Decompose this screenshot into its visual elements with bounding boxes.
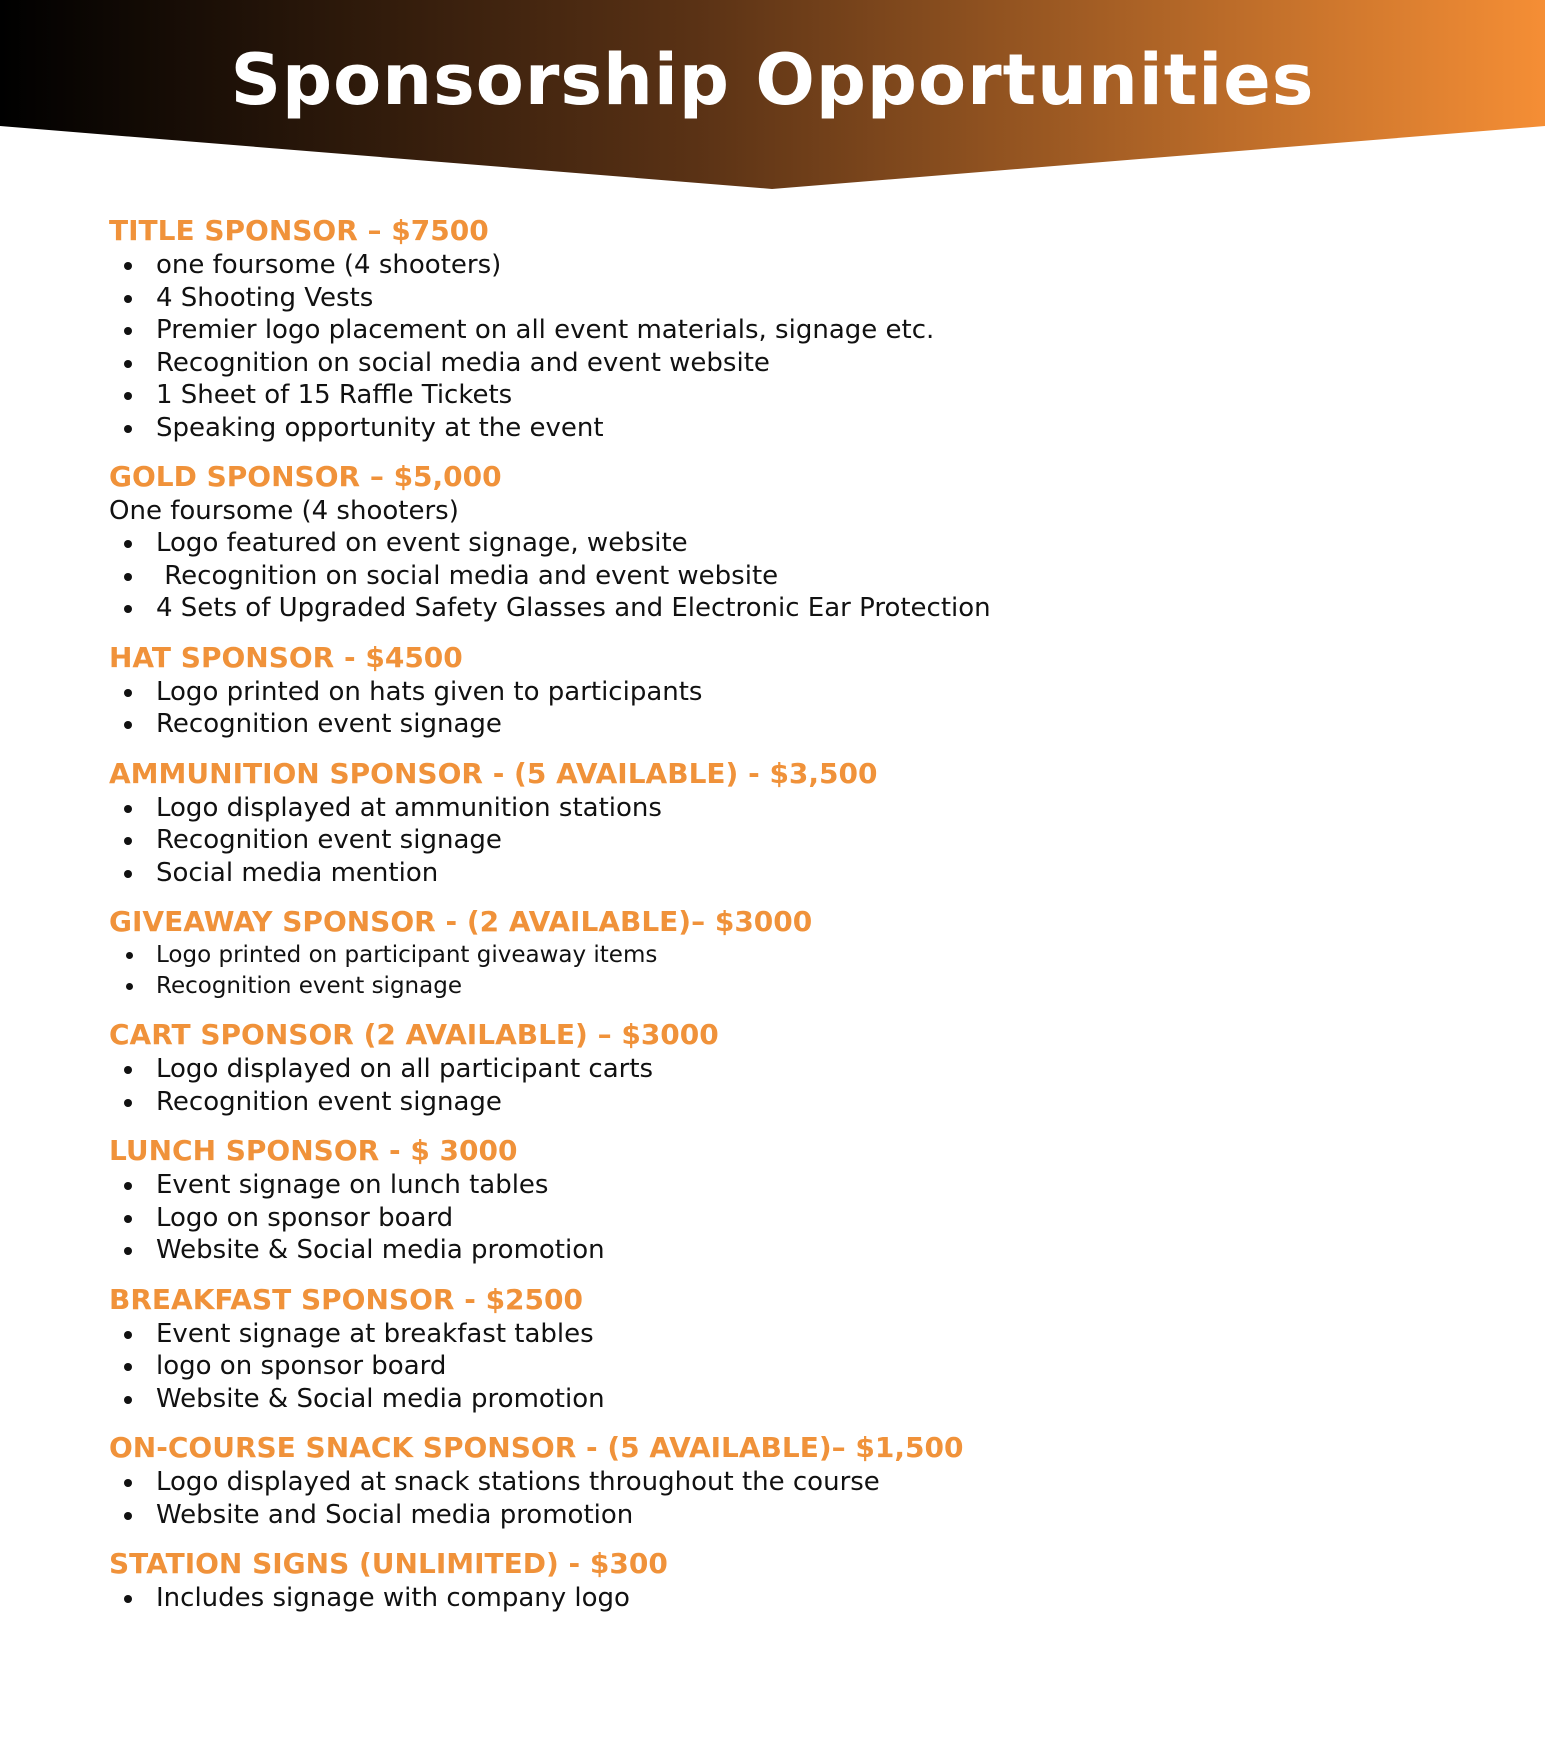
benefit-list [109, 1466, 1489, 1531]
list-item: 4 Sets of Upgraded Safety Glasses and Electronic Ear Protection [156, 592, 1489, 625]
list-item: Logo displayed at snack stations throughout the course [156, 1466, 1489, 1499]
benefit-list [109, 249, 1489, 444]
list-item: Event signage at breakfast tables [156, 1318, 1489, 1351]
section-heading: GIVEAWAY SPONSOR - (2 AVAILABLE)– $3000 [109, 905, 813, 938]
section-giveaway-sponsor [109, 904, 1489, 1002]
list-item: Recognition event signage [156, 708, 1489, 741]
section-heading: STATION SIGNS (UNLIMITED) - $300 [109, 1547, 668, 1580]
section-heading: TITLE SPONSOR – $7500 [109, 214, 489, 247]
list-item: Website & Social media promotion [156, 1234, 1489, 1267]
benefit-list [109, 676, 1489, 741]
section-station-signs [109, 1546, 1489, 1615]
sponsorship-list [109, 213, 1489, 1630]
list-item: Logo printed on hats given to participants [156, 676, 1489, 709]
section-ammunition-sponsor [109, 756, 1489, 890]
list-item: one foursome (4 shooters) [156, 249, 1489, 282]
list-item: Includes signage with company logo [156, 1582, 1489, 1615]
section-heading: AMMUNITION SPONSOR - (5 AVAILABLE) - $3,500 [109, 756, 878, 790]
list-item: Logo displayed at ammunition stations [156, 792, 1489, 825]
benefit-list [109, 1053, 1489, 1118]
section-intro: One foursome (4 shooters) [109, 496, 459, 526]
list-item: Website and Social media promotion [156, 1499, 1489, 1532]
benefit-list [109, 792, 1489, 890]
list-item: Logo displayed on all participant carts [156, 1053, 1489, 1086]
list-item: Speaking opportunity at the event [156, 412, 1489, 445]
list-item: Recognition on social media and event website [156, 347, 1489, 380]
list-item: logo on sponsor board [156, 1350, 1489, 1383]
page-title: Sponsorship Opportunities [230, 39, 1315, 121]
section-title-sponsor [109, 213, 1489, 444]
list-item: Logo printed on participant giveaway items [156, 940, 1489, 971]
section-gold-sponsor [109, 459, 1489, 625]
list-item: Social media mention [156, 857, 1489, 890]
section-lunch-sponsor [109, 1133, 1489, 1267]
list-item: Premier logo placement on all event materials, signage etc. [156, 314, 1489, 347]
benefit-list [109, 1582, 1489, 1615]
section-breakfast-sponsor [109, 1282, 1489, 1416]
list-item: Recognition event signage [156, 971, 1489, 1002]
section-cart-sponsor [109, 1017, 1489, 1118]
list-item: Event signage on lunch tables [156, 1169, 1489, 1202]
benefit-list [109, 1318, 1489, 1416]
list-item: Website & Social media promotion [156, 1383, 1489, 1416]
list-item: 1 Sheet of 15 Raffle Tickets [156, 379, 1489, 412]
list-item: 4 Shooting Vests [156, 282, 1489, 315]
list-item: Recognition on social media and event website [156, 560, 1489, 593]
section-heading: GOLD SPONSOR – $5,000 [109, 460, 502, 493]
section-heading: HAT SPONSOR - $4500 [109, 640, 463, 674]
list-item: Logo on sponsor board [156, 1202, 1489, 1235]
list-item: Recognition event signage [156, 824, 1489, 857]
section-heading: BREAKFAST SPONSOR - $2500 [109, 1282, 583, 1316]
benefit-list [109, 940, 1489, 1002]
benefit-list [109, 527, 1489, 625]
section-heading: LUNCH SPONSOR - $ 3000 [109, 1134, 518, 1167]
list-item: Recognition event signage [156, 1086, 1489, 1119]
section-hat-sponsor [109, 640, 1489, 741]
section-heading: CART SPONSOR (2 AVAILABLE) – $3000 [109, 1018, 719, 1051]
benefit-list [109, 1169, 1489, 1267]
section-heading: ON-COURSE SNACK SPONSOR - (5 AVAILABLE)– $1,500 [109, 1431, 964, 1464]
section-snack-sponsor [109, 1430, 1489, 1531]
list-item: Logo featured on event signage, website [156, 527, 1489, 560]
